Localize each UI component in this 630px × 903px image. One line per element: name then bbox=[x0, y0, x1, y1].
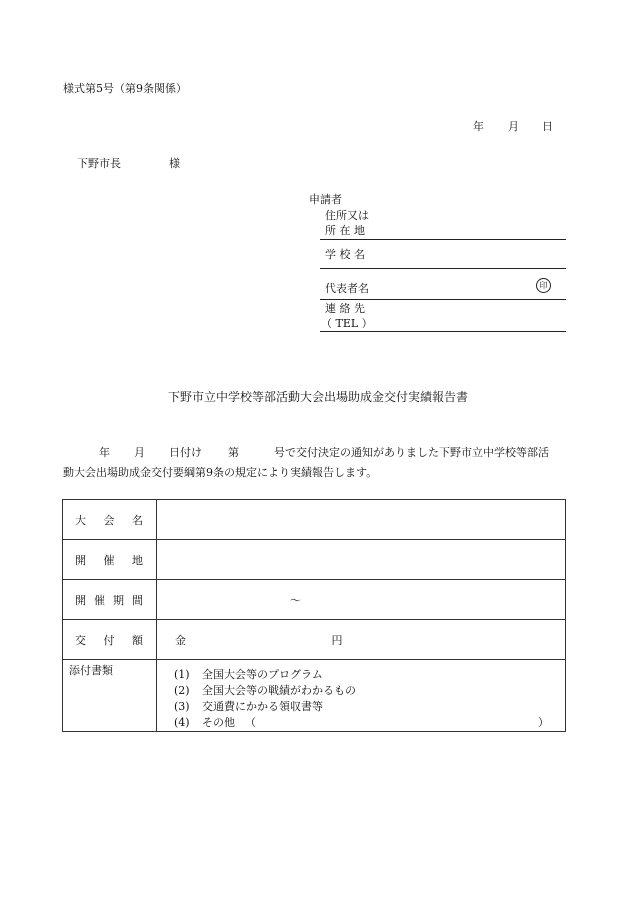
table-row-venue bbox=[63, 540, 566, 580]
addressee-honorific: 様 bbox=[169, 157, 180, 170]
address-label-line2: 所 在 地 bbox=[325, 224, 365, 237]
attachment-text: 交通費にかかる領収書等 bbox=[202, 700, 323, 713]
tournament-label-cell bbox=[63, 500, 157, 540]
date-day-label: 日 bbox=[542, 120, 553, 133]
amount-unit: 円 bbox=[331, 633, 343, 647]
amount-label-char: 付 bbox=[103, 633, 115, 647]
attachment-text: その他 bbox=[202, 716, 235, 729]
representative-underline bbox=[320, 299, 566, 300]
attachment-number: (2) bbox=[174, 684, 190, 697]
attachment-number: (3) bbox=[174, 700, 190, 713]
list-item bbox=[174, 683, 565, 699]
period-label-cell bbox=[63, 580, 157, 620]
tournament-label-char: 大 bbox=[75, 513, 86, 527]
body-number-prefix: 第 bbox=[228, 446, 239, 459]
seal-mark: 印 bbox=[536, 278, 551, 293]
amount-label-char: 額 bbox=[132, 633, 143, 647]
date-month-label: 月 bbox=[508, 120, 519, 133]
venue-value-cell[interactable] bbox=[157, 540, 566, 580]
table-row-period bbox=[63, 580, 566, 620]
body-line2: 動大会出場助成金交付要綱第9条の規定により実績報告します。 bbox=[63, 466, 378, 479]
period-value-cell[interactable] bbox=[157, 580, 566, 620]
document-title: 下野市立中学校等部活動大会出場助成金交付実績報告書 bbox=[168, 390, 469, 404]
attachments-label: 添付書類 bbox=[69, 664, 113, 677]
body-day: 日付け bbox=[169, 446, 202, 459]
applicant-heading: 申請者 bbox=[309, 193, 342, 206]
contact-label: 連 絡 先 bbox=[325, 302, 365, 315]
period-label-char: 期 bbox=[113, 593, 124, 607]
report-table bbox=[62, 499, 566, 732]
representative-label: 代表者名 bbox=[325, 282, 369, 295]
list-item bbox=[174, 667, 565, 683]
addressee: 下野市長 bbox=[77, 157, 121, 170]
attachments-list bbox=[157, 660, 565, 731]
table-row-attachments bbox=[63, 660, 566, 732]
contact-underline bbox=[320, 331, 566, 332]
tournament-label-char: 会 bbox=[103, 513, 115, 527]
period-separator: ～ bbox=[290, 593, 301, 607]
amount-label-char: 交 bbox=[75, 633, 86, 647]
venue-label-cell bbox=[63, 540, 157, 580]
venue-label-char: 開 bbox=[75, 553, 86, 567]
attachment-number: (1) bbox=[174, 668, 190, 681]
school-name-label: 学 校 名 bbox=[325, 248, 365, 261]
venue-label-char: 地 bbox=[132, 553, 143, 567]
tournament-value-cell[interactable] bbox=[157, 500, 566, 540]
attachments-value-cell bbox=[157, 660, 566, 732]
other-open-paren: （ bbox=[245, 716, 256, 729]
period-label-char: 間 bbox=[132, 593, 143, 607]
table-row-amount bbox=[63, 620, 566, 660]
address-underline bbox=[320, 239, 566, 240]
venue-label-char: 催 bbox=[103, 553, 115, 567]
attachment-number: (4) bbox=[174, 716, 190, 729]
attachments-label-cell bbox=[63, 660, 157, 732]
body-line1: 号で交付決定の通知がありました下野市立中学校等部活 bbox=[274, 446, 549, 459]
attachment-text: 全国大会等の戦績がわかるもの bbox=[202, 684, 356, 697]
form-number: 様式第5号（第9条関係） bbox=[63, 82, 187, 95]
list-item-other bbox=[174, 715, 565, 731]
date-year-label: 年 bbox=[473, 120, 484, 133]
body-year: 年 bbox=[99, 446, 110, 459]
other-close-paren: ） bbox=[538, 716, 549, 729]
tournament-label-char: 名 bbox=[132, 513, 143, 527]
amount-value-cell[interactable] bbox=[157, 620, 566, 660]
school-name-underline bbox=[320, 268, 566, 269]
address-label-line1: 住所又は bbox=[325, 209, 369, 222]
period-label-char: 開 bbox=[75, 593, 86, 607]
tel-label: （ TEL ） bbox=[321, 317, 373, 330]
body-month: 月 bbox=[134, 446, 145, 459]
attachment-text: 全国大会等のプログラム bbox=[202, 668, 323, 681]
list-item bbox=[174, 699, 565, 715]
amount-prefix: 金 bbox=[175, 633, 186, 647]
amount-label-cell bbox=[63, 620, 157, 660]
table-row-tournament bbox=[63, 500, 566, 540]
period-label-char: 催 bbox=[94, 593, 105, 607]
